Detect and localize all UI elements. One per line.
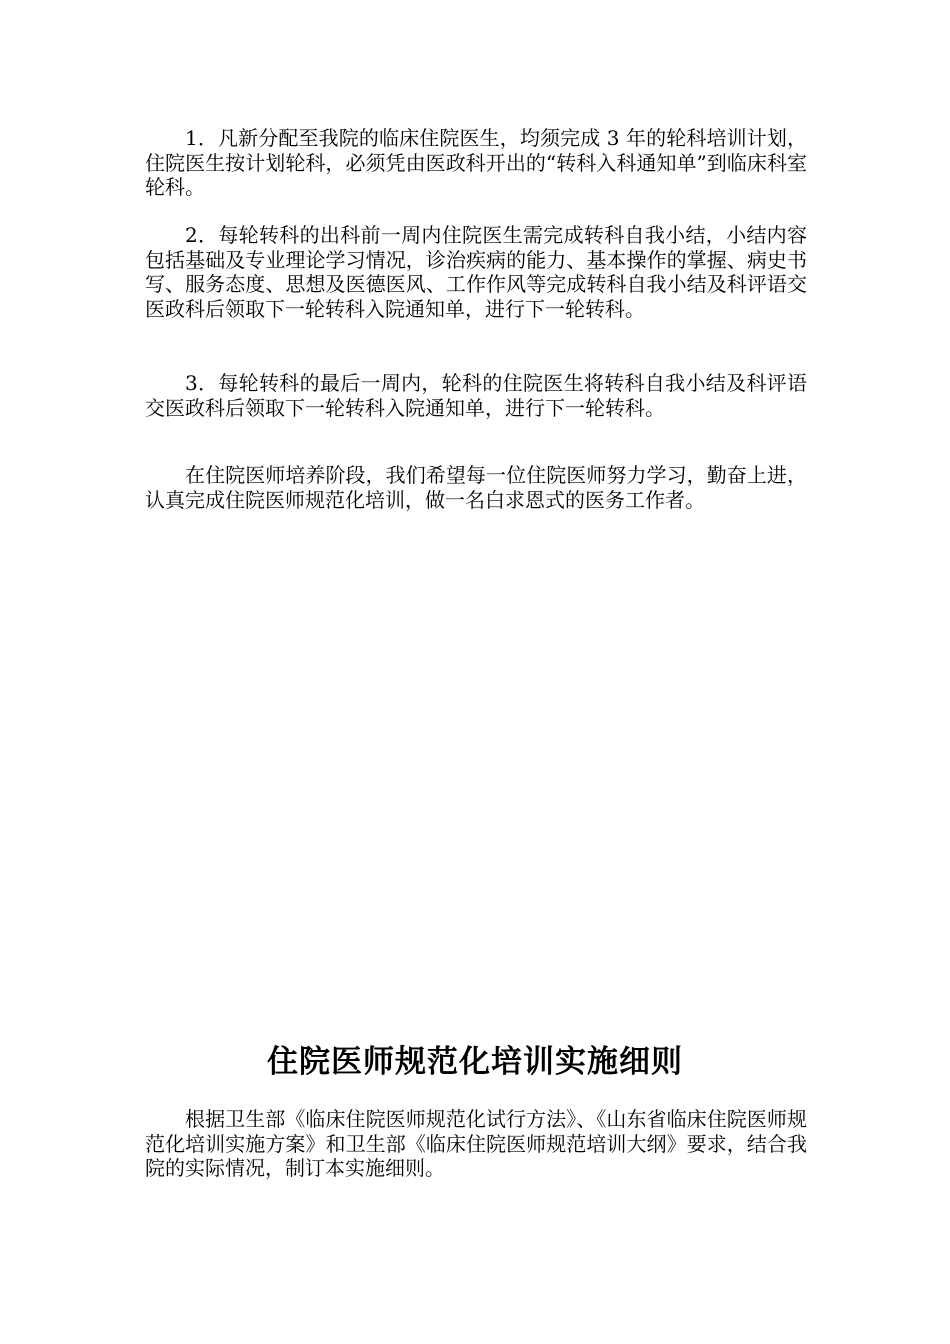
rule-paragraph-2: 2．每轮转科的出科前一周内住院医生需完成转科自我小结，小结内容包括基础及专业理论学习情况，诊治疾病的能力、基本操作的掌握、病史书写、服务态度、思想及医德医风、工作作风等完成转科自我小结及科评语交医政科后领取下一轮转科入院通知单，进行下一轮转科。 <box>145 223 807 321</box>
section-title: 住院医师规范化培训实施细则 <box>267 1044 683 1080</box>
rule-paragraph-3: 3．每轮转科的最后一周内，轮科的住院医生将转科自我小结及科评语交医政科后领取下一轮转科入院通知单，进行下一轮转科。 <box>145 371 807 420</box>
intro-paragraph: 根据卫生部《临床住院医师规范化试行方法》、《山东省临床住院医师规范化培训实施方案》和卫生部《临床住院医师规范培训大纲》要求，结合我院的实际情况，制订本实施细则。 <box>145 1107 807 1180</box>
closing-paragraph: 在住院医师培养阶段，我们希望每一位住院医师努力学习，勤奋上进，认真完成住院医师规范化培训，做一名白求恩式的医务工作者。 <box>145 463 807 512</box>
rule-paragraph-1: 1．凡新分配至我院的临床住院医生，均须完成 3 年的轮科培训计划，住院医生按计划轮科，必须凭由医政科开出的“转科入科通知单”到临床科室轮科。 <box>145 126 807 199</box>
